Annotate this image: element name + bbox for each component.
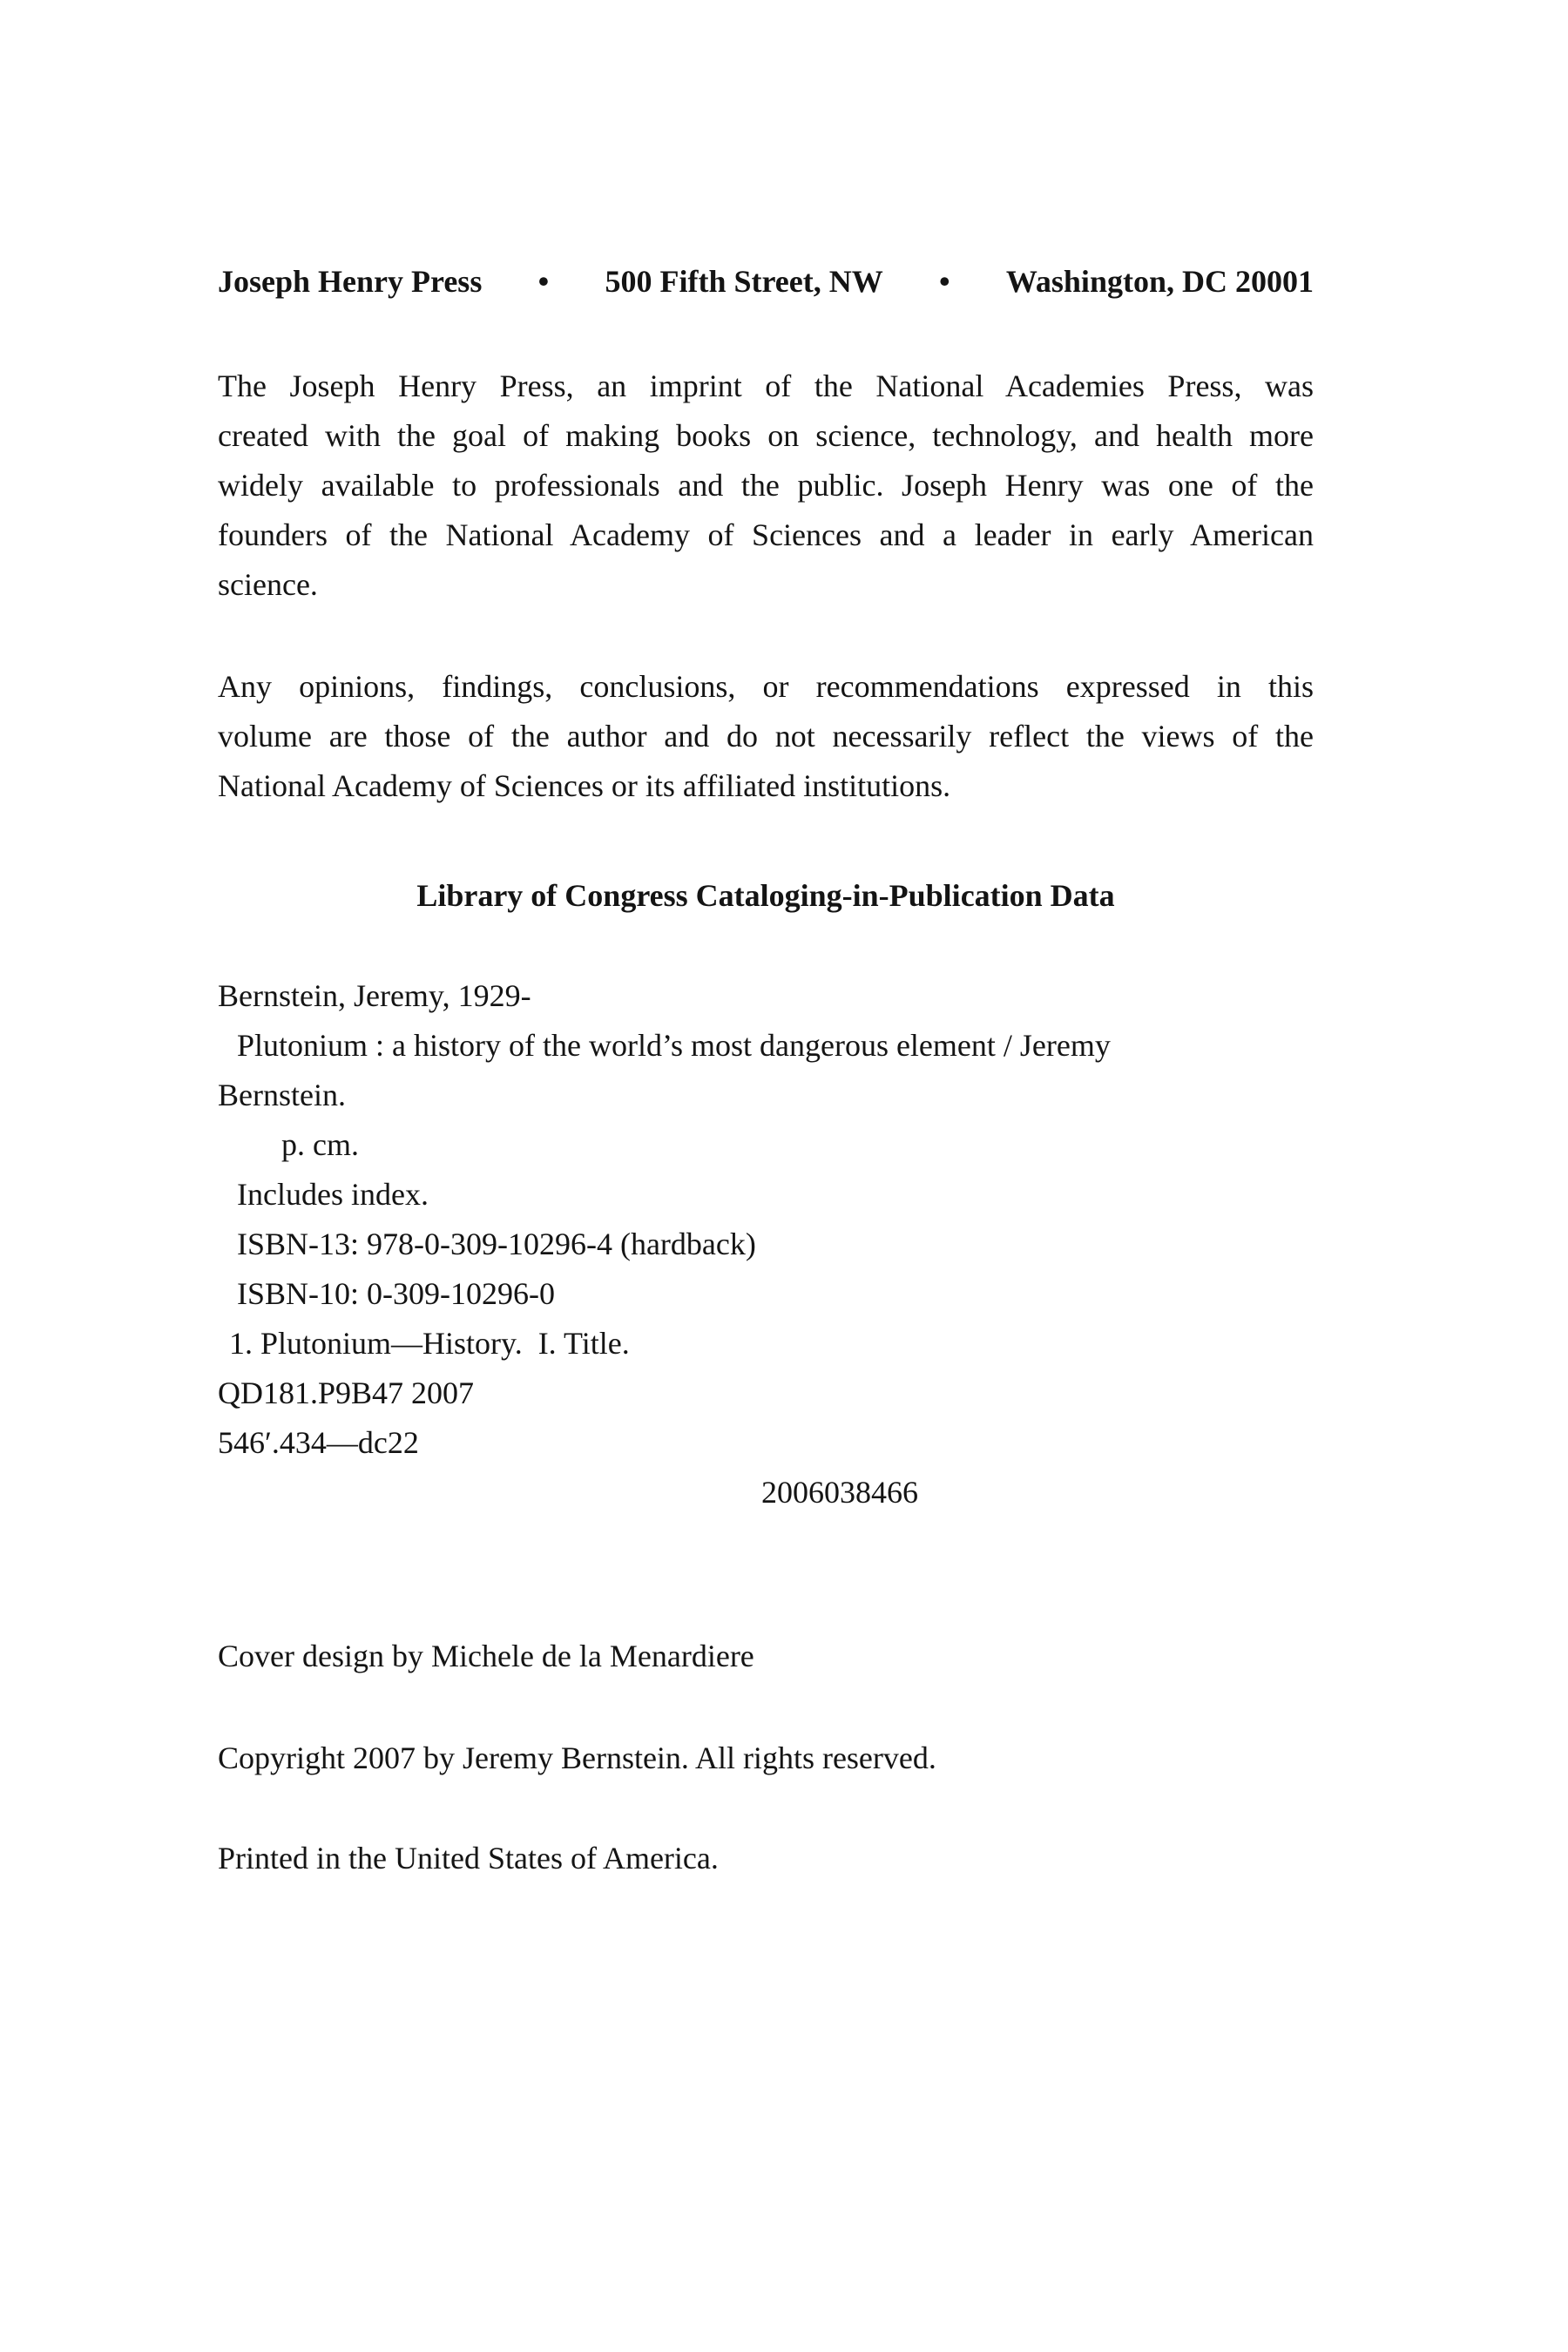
loc-cip-heading: Library of Congress Cataloging-in-Publication Data — [416, 878, 1115, 913]
catalog-pcm-line: p. cm. — [281, 1127, 359, 1162]
bullet-separator-icon: • — [939, 264, 950, 299]
catalog-control-number: 2006038466 — [761, 1475, 918, 1510]
catalog-title-line: Plutonium : a history of the world’s most dangerous element / Jeremy — [237, 1028, 1111, 1063]
catalog-subject-line: 1. Plutonium—History. I. Title. — [229, 1326, 630, 1361]
catalog-callnum-line: QD181.P9B47 2007 — [218, 1375, 475, 1410]
paragraph-line: Any opinions, findings, conclusions, or recommendations expressed in this — [218, 669, 1314, 704]
imprint-paragraph — [218, 362, 1314, 610]
publisher-address-line — [218, 257, 1314, 307]
catalog-title-line: Bernstein. — [218, 1078, 346, 1112]
catalog-isbn13-line: ISBN-13: 978-0-309-10296-4 (hardback) — [237, 1227, 756, 1261]
publisher-name: Joseph Henry Press — [218, 264, 483, 299]
copyright-notice: Copyright 2007 by Jeremy Bernstein. All rights reserved. — [218, 1740, 936, 1775]
cover-design-credit: Cover design by Michele de la Menardiere — [218, 1639, 754, 1673]
paragraph-line: volume are those of the author and do not necessarily reflect the views of the — [218, 719, 1314, 754]
catalog-author-line: Bernstein, Jeremy, 1929- — [218, 978, 531, 1013]
paragraph-line: created with the goal of making books on science, technology, and health more — [218, 418, 1314, 453]
paragraph-line: National Academy of Sciences or its affiliated institutions. — [218, 768, 951, 803]
catalog-dewey-line: 546′.434—dc22 — [218, 1425, 419, 1460]
publisher-street: 500 Fifth Street, NW — [605, 264, 883, 299]
paragraph-line: The Joseph Henry Press, an imprint of the National Academies Press, was — [218, 368, 1314, 403]
printed-notice: Printed in the United States of America. — [218, 1841, 719, 1876]
paragraph-line: widely available to professionals and the public. Joseph Henry was one of the — [218, 468, 1314, 503]
bullet-separator-icon: • — [537, 264, 550, 299]
loc-catalog-block — [218, 971, 1314, 1517]
disclaimer-paragraph — [218, 662, 1314, 811]
publisher-city: Washington, DC 20001 — [1005, 264, 1314, 299]
paragraph-line: founders of the National Academy of Sciences and a leader in early American — [218, 517, 1314, 552]
paragraph-line: science. — [218, 567, 318, 602]
catalog-isbn10-line: ISBN-10: 0-309-10296-0 — [237, 1276, 555, 1311]
catalog-index-line: Includes index. — [237, 1177, 429, 1212]
